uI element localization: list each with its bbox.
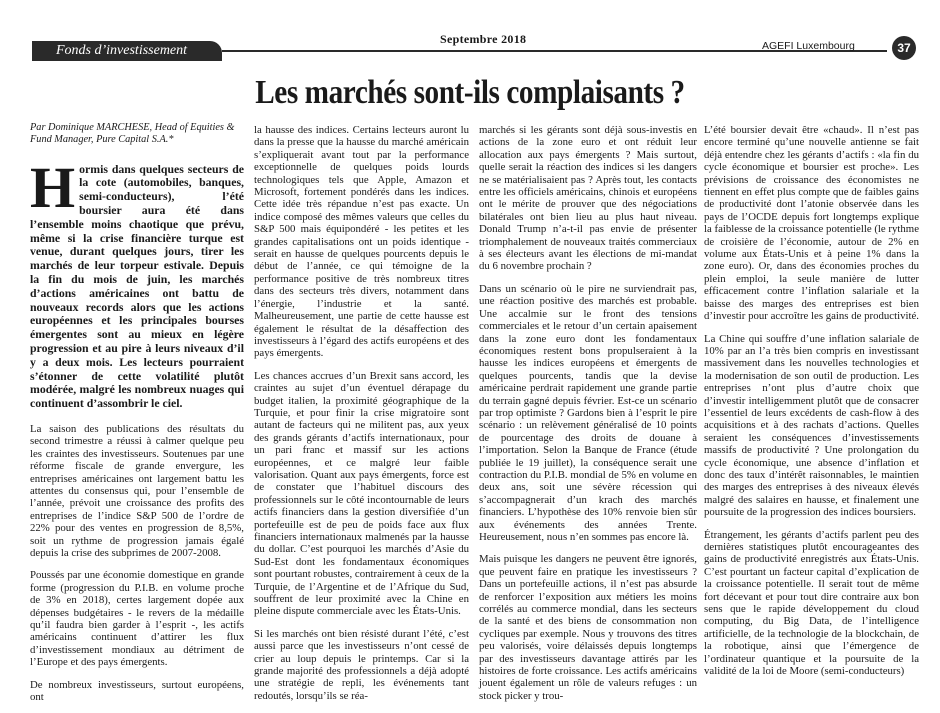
issue-date: Septembre 2018 — [440, 32, 527, 46]
page-number-badge: 37 — [892, 36, 916, 60]
section-label: Fonds d’investissement — [32, 41, 222, 61]
lead-text: ormis dans quelques secteurs de la cote (automobiles, banques, semi-conducteurs), l’été boursier aura été dans l’ensemble moins chaotique que prévu, même si la crise financière turque est venue, durant quelques jours, tirer les marchés de leur torpeur estivale. Depuis la fin du mois de juin, les marchés d’actions américaines ont battu de nouveaux records alors que les actions européennes et les principales bourses émergentes sont au mieux en légère progression et au pire à leurs niveaux d’il y a deux mois. Les lecteurs pourraient s’étonner de cette volatilité plutôt modérée, malgré les nombreux nuages qui continuent d’assombrir le ciel. — [30, 161, 244, 411]
paragraph: La saison des publications des résultats du second trimestre a réussi à calmer quelque peu les craintes des investisseurs. Soutenues par une réforme fiscale de grande envergure, les entreprises américaines ont largement battu les attentes du consensus qui, pour l’ensemble de l’année, prévoit une croissance des profits des entreprises de l’indice S&P 500 de l’ordre de 22% pour des ventes en progression de 8,5%, soit un rythme de progression jamais égalé depuis la crise des subprimes de 2007-2008. — [30, 422, 244, 559]
page-header — [0, 0, 940, 70]
paragraph: Les chances accrues d’un Brexit sans accord, les craintes au sujet d’un éventuel dérapage du budget italien, la proximité géographique de la Turquie, et pour finir la crise migratoire sont autant de facteurs qui ne militent pas, aux yeux des grands gérants d’actifs internationaux, pour un pari franc et massif sur les actions européennes, et ce malgré leur faible valorisation. Quant aux pays émergents, force est de constater que l’habituel discours des professionnels sur le côté incontournable de leurs actifs financiers dans la gestion diversifiée d’un portefeuille est de peu de poids face aux flux financiers internationaux malmenés par la hausse du dollar. C’est pourquoi les marchés d’Asie du Sud-Est dont les fondamentaux économiques sont pourtant robustes, contrairement à ceux de la Turquie, de l’Argentine et de l’Afrique du Sud, souffrent de leur proximité avec la Chine en pleine dispute commerciale avec les États-Unis. — [254, 369, 469, 618]
article-column-4 — [704, 124, 919, 687]
paragraph: De nombreux investisseurs, surtout européens, ont — [30, 678, 244, 704]
publication-name: AGEFI Luxembourg — [762, 40, 855, 52]
article-lead — [30, 154, 244, 411]
paragraph: La Chine qui souffre d’une inflation salariale de 10% par an l’a très bien compris en investissant massivement dans les nouvelles technologies et la modernisation de son outil de production. Les entreprises n’ont plus d’autre choix que d’investir intelligemment plutôt que de consacrer l’essentiel de leurs excédents de cash-flow à des acquisitions et à des rachats d’actions. Quelles seraient les conséquences d’investissements massifs de productivité ? Une prolongation du cycle économique, une absence d’inflation et donc des taux d’intérêt raisonnables, le maintien des marges des entreprises à des niveaux élevés malgré des salaires en hausse, et finalement une poursuite de la progression des indices boursiers. — [704, 332, 919, 519]
paragraph: la hausse des indices. Certains lecteurs auront lu dans la presse que la hausse du marché américain s’expliquerait avant tout par la performance exceptionnelle de quelques poids lourds technologiques tels que Apple, Amazon et Microsoft, fortement pondérés dans les indices. Cette idée très répandue n’est pas exacte. Un indice composé des mêmes valeurs que celles du S&P 500 mais équipondéré - les petites et les grandes capitalisations ont un poids identique - serait en hausse de quelques pourcents depuis le début de l’année, ce qui témoigne de la performance positive de très nombreux titres dans des secteurs très divers, notamment dans l’énergie, l’industrie et la santé. Malheureusement, une partie de cette hausse est également le résultat de la désaffection des investisseurs à l’égard des actifs européens et des pays émergents. — [254, 124, 469, 360]
article-title: Les marchés sont-ils complaisants ? — [255, 74, 685, 111]
drop-cap: H — [30, 154, 76, 220]
paragraph: Si les marchés ont bien résisté durant l’été, c’est aussi parce que les investisseurs n’ont cessé de crier au loup depuis le printemps. Car si la grande majorité des professionnels a déjà adopté une stratégie de repli, les événements tant redoutés, lorsqu’ils se réa- — [254, 627, 469, 702]
paragraph: Étrangement, les gérants d’actifs parlent peu des dernières statistiques plutôt encourageantes des gains de productivité enregistrés aux États-Unis. C’est pourtant un facteur capital d’explication de la croissance potentielle. Il serait tout de même fort décevant et pour tout dire contraire aux bon sens que le rapide développement du cloud computing, du Big Data, de l’intelligence artificielle, de la technologie de la blockchain, de la robotique, ainsi que l’émergence de l’ordinateur quantique et la poursuite de la validité de la loi de Moore (semi-conducteurs) — [704, 528, 919, 678]
article-column-2 — [254, 124, 469, 712]
paragraph: marchés si les gérants sont déjà sous-investis en actions de la zone euro et ont réduit leur allocation aux pays émergents ? Mais surtout, quelle serait la réaction des indices si les dangers ne se matérialisaient pas ? Après tout, les contacts entre les officiels américains, chinois et européens ont le mérite de prouver que des négociations bilatérales ont bien lieu au plus haut niveau. Donald Trump n’a-t-il pas envie de présenter triomphalement de nouveaux traités commerciaux à ses électeurs avant les élections de mi-mandat du 6 novembre prochain ? — [479, 124, 697, 273]
paragraph: Dans un scénario où le pire ne surviendrait pas, une réaction positive des marchés est probable. Une accalmie sur le front des tensions commerciales et le retour d’un certain apaisement dans la zone euro dont les fondamentaux économiques restent bons propulseraient à la hausse les indices européens et émergents de quelques pourcents, tandis que la devise américaine perdrait rapidement une grande partie du terrain gagné depuis février. Est-ce un scénario par trop optimiste ? Gardons bien à l’esprit le pire scénario : un relèvement généralisé de 10 points de pourcentage des droits de douane à l’importation. Selon la Banque de France (étude publiée le 19 juillet), la conséquence serait une contraction du P.I.B. mondial de 5% en volume en deux ans, soit une sévère récession qui s’accompagnerait d’un krach des marchés financiers. L’hypothèse des 10% renvoie bien sûr aux événements des années Trente. Heureusement, nous n’en sommes pas encore là. — [479, 282, 697, 543]
paragraph: Poussés par une économie domestique en grande forme (progression du P.I.B. en volume proche de 3% en 2018), certes largement dopée aux dépenses budgétaires - le revers de la médaille qu’il faudra bien garder à l’esprit -, les actifs américains continuent d’attirer les flux d’investissement mondiaux au détriment de l’Europe et des pays émergents. — [30, 569, 244, 669]
article-column-3 — [479, 124, 697, 712]
paragraph: L’été boursier devait être «chaud». Il n’est pas encore terminé qu’une nouvelle antienne se fait déjà entendre chez les gérants d’actifs : «la fin du cycle économique et boursier est proche». Les prévisions de croissance des économistes ne tiennent en effet plus compte que de faibles gains de productivité dont l’atonie observée dans les pays de l’OCDE depuis fort longtemps explique la faiblesse de la croissance potentielle (le rythme de croisière de l’économie, autour de 2% en volume aux États-Unis et à peine 1% dans la zone euro). Or, dans des économies proches du plein emploi, la seule manière de lutter efficacement contre l’inflation salariale et la baisse des marges des entreprises est bien d’investir pour accroître les gains de productivité. — [704, 124, 919, 323]
paragraph: Mais puisque les dangers ne peuvent être ignorés, que peuvent faire en pratique les investisseurs ? Dans un portefeuille actions, il n’est pas absurde de renforcer l’exposition aux métiers les moins corrélés au commerce mondial, dans les secteurs de la santé et des biens de consommation non cycliques par exemple. Nous y trouvons des titres peu valorisés, voire délaissés depuis longtemps par des investisseurs davantage attirés par les histoires de forte croissance. Les actifs américains jouent également un rôle de valeurs refuges : un stock picker y trou- — [479, 553, 697, 702]
byline: Par Dominique MARCHESE, Head of Equities & Fund Manager, Pure Capital S.A.* — [30, 122, 235, 146]
article-column-1 — [30, 122, 244, 713]
